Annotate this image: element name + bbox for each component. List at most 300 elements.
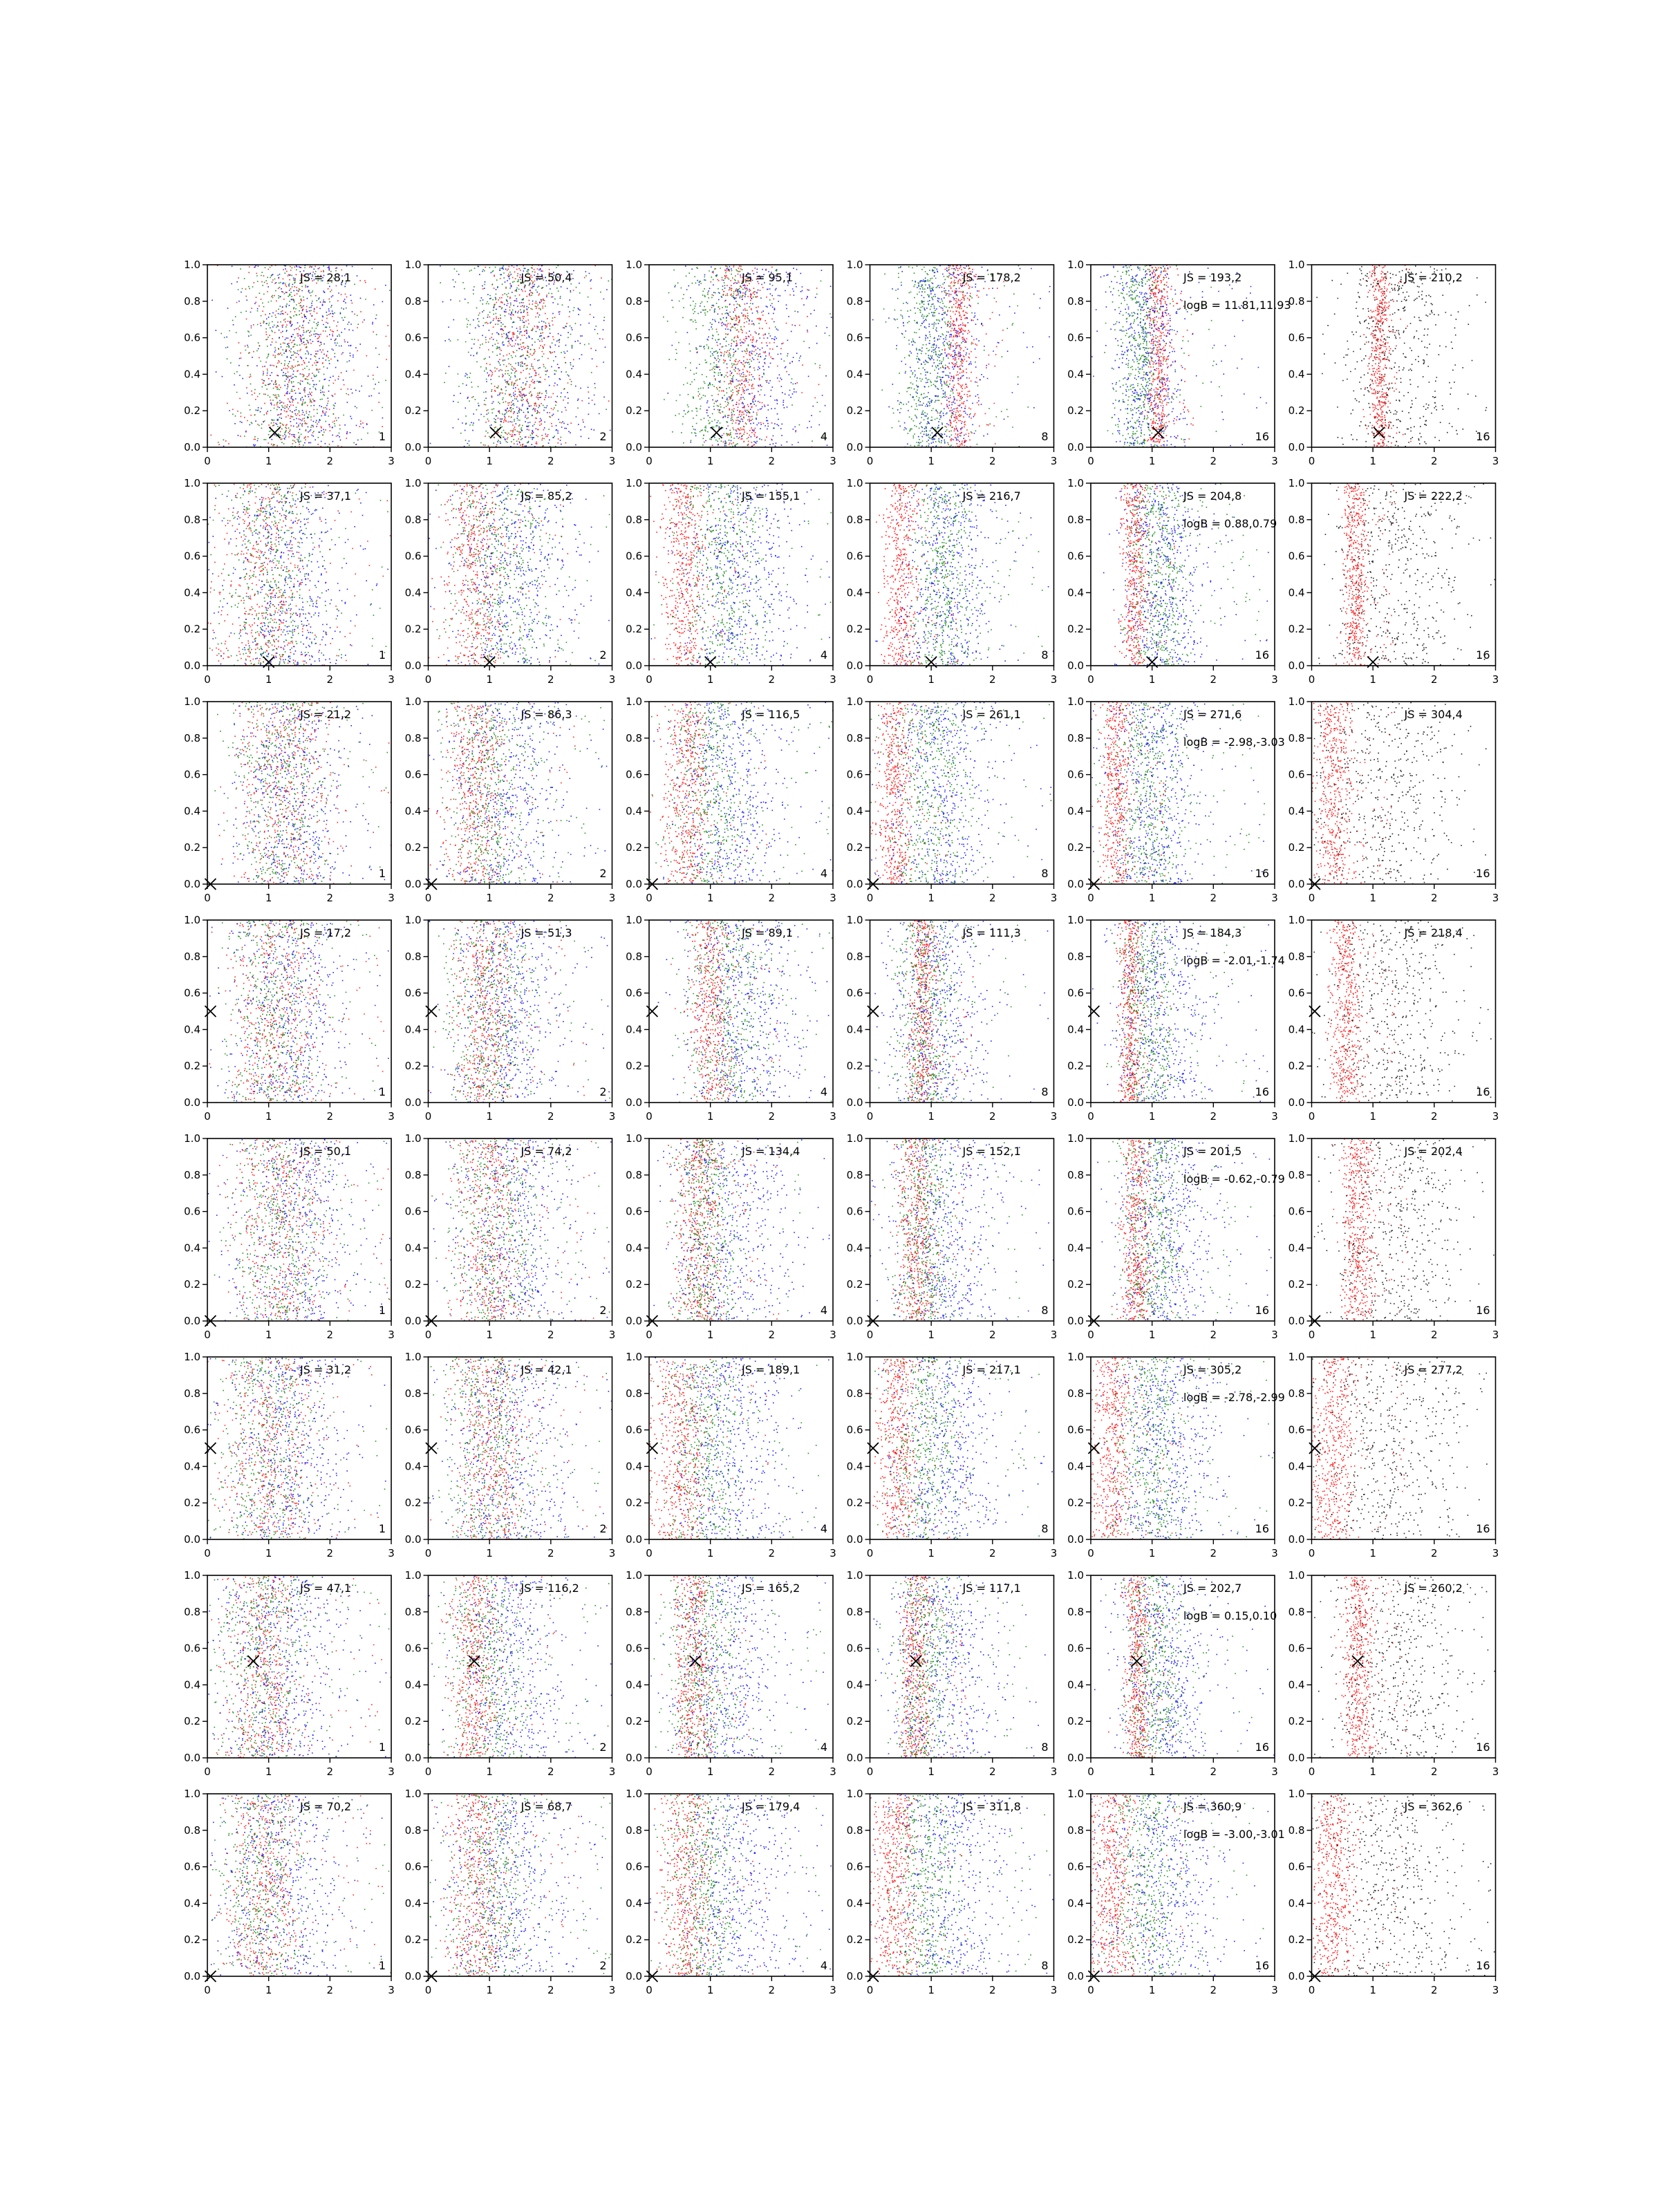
js-annotation: JS = 111,3 <box>962 926 1021 939</box>
y-tick-label: 0.8 <box>846 294 863 308</box>
axes-frame <box>1312 1138 1496 1321</box>
x-tick-label: 2 <box>1431 1984 1438 1996</box>
y-tick-label: 0.6 <box>626 768 642 781</box>
scatter-series-black <box>1304 702 1629 885</box>
scatter-series-green <box>218 265 467 449</box>
scatter-series-red <box>874 1138 973 1322</box>
y-tick-label: 0.2 <box>1288 404 1305 418</box>
y-tick-label: 1.0 <box>1067 1569 1084 1582</box>
x-tick-label: 2 <box>326 1329 334 1341</box>
scatter-series-blue <box>433 1138 711 1322</box>
x-tick-label: 0 <box>866 1547 874 1559</box>
scatter-series-green <box>875 1794 1047 1977</box>
y-tick-label: 0.6 <box>404 768 422 781</box>
x-tick-label: 0 <box>1087 455 1094 467</box>
true-value-marker <box>490 427 501 438</box>
x-tick-label: 0 <box>1308 1765 1315 1778</box>
subplot-r2-c6 <box>1288 477 1593 686</box>
y-tick-label: 0.8 <box>846 1387 863 1400</box>
y-tick-label: 0.4 <box>846 805 863 818</box>
y-tick-label: 1.0 <box>626 259 642 271</box>
sample-count-label: 16 <box>1476 1959 1490 1972</box>
x-tick-label: 3 <box>608 1329 616 1341</box>
x-tick-label: 3 <box>388 455 395 467</box>
x-tick-label: 2 <box>326 1765 334 1778</box>
y-tick-label: 0.4 <box>184 1241 200 1255</box>
x-tick-label: 3 <box>1050 1110 1058 1123</box>
x-tick-label: 3 <box>1050 1984 1058 1996</box>
y-tick-label: 0.6 <box>184 1205 200 1218</box>
x-tick-label: 3 <box>1271 892 1278 904</box>
y-tick-label: 0.2 <box>404 1060 422 1073</box>
y-tick-label: 0.0 <box>626 1970 642 1983</box>
scatter-series-green <box>878 1575 1027 1759</box>
scatter-series-black <box>1316 265 1600 447</box>
y-tick-label: 0.8 <box>404 513 422 526</box>
sample-count-label: 4 <box>820 648 827 662</box>
y-tick-label: 0.8 <box>184 1605 200 1618</box>
x-tick-label: 3 <box>608 1110 616 1123</box>
js-annotation: JS = 193,2 <box>1183 271 1242 284</box>
x-tick-label: 2 <box>547 1329 554 1341</box>
scatter-series-green <box>437 483 665 666</box>
y-tick-label: 1.0 <box>404 477 422 489</box>
js-annotation: JS = 28,1 <box>300 271 352 284</box>
js-annotation: JS = 360,9 <box>1183 1800 1242 1813</box>
y-tick-label: 0.8 <box>846 950 863 963</box>
y-tick-label: 0.4 <box>626 1678 642 1691</box>
y-tick-label: 0.2 <box>184 1497 200 1510</box>
sample-count-label: 16 <box>1476 1522 1490 1535</box>
x-tick-label: 3 <box>830 1765 836 1778</box>
x-tick-label: 1 <box>1369 1329 1376 1341</box>
subplot-r8-c1 <box>184 1788 482 1996</box>
y-tick-label: 1.0 <box>1288 1351 1305 1363</box>
y-tick-label: 0.4 <box>184 1460 200 1473</box>
x-tick-label: 3 <box>608 673 616 686</box>
scatter-series-red <box>1114 483 1175 666</box>
y-tick-label: 1.0 <box>404 914 422 926</box>
x-tick-label: 2 <box>989 673 996 686</box>
scatter-series-red <box>870 702 955 885</box>
axes-frame <box>1312 920 1496 1103</box>
axes-frame <box>1312 1575 1496 1758</box>
y-tick-label: 0.0 <box>184 1970 200 1983</box>
y-tick-label: 0.8 <box>1067 1168 1084 1181</box>
y-tick-label: 0.0 <box>184 659 200 672</box>
y-tick-label: 0.8 <box>184 1387 200 1400</box>
x-tick-label: 2 <box>547 1765 554 1778</box>
y-tick-label: 0.0 <box>846 878 863 890</box>
x-tick-label: 2 <box>326 1110 334 1123</box>
y-tick-label: 0.8 <box>184 950 200 963</box>
sample-count-label: 4 <box>820 1741 827 1754</box>
y-tick-label: 1.0 <box>404 695 422 708</box>
scatter-series-red <box>442 1138 605 1322</box>
y-tick-label: 0.0 <box>184 878 200 890</box>
scatter-series-red <box>937 265 1004 448</box>
x-tick-label: 3 <box>1492 1765 1499 1778</box>
x-tick-label: 0 <box>1308 1110 1315 1123</box>
subplot-r4-c3 <box>626 914 942 1123</box>
y-tick-label: 0.0 <box>1288 1315 1305 1327</box>
y-tick-label: 0.4 <box>846 586 863 599</box>
y-tick-label: 1.0 <box>1288 477 1305 489</box>
sample-count-label: 2 <box>599 867 607 880</box>
subplot-r4-c5 <box>1067 914 1315 1123</box>
sample-count-label: 16 <box>1255 867 1269 880</box>
y-tick-label: 0.8 <box>404 1168 422 1181</box>
scatter-series-red <box>471 265 642 448</box>
y-tick-label: 0.4 <box>184 1678 200 1691</box>
x-tick-label: 2 <box>768 1765 776 1778</box>
y-tick-label: 0.6 <box>1288 1642 1305 1655</box>
x-tick-label: 1 <box>265 892 272 904</box>
x-tick-label: 2 <box>768 1110 776 1123</box>
scatter-series-blue <box>208 1138 492 1322</box>
js-annotation: JS = 217,1 <box>962 1363 1021 1376</box>
sample-count-label: 2 <box>599 1304 607 1317</box>
y-tick-label: 1.0 <box>184 914 200 926</box>
y-tick-label: 0.4 <box>626 805 642 818</box>
y-tick-label: 0.6 <box>184 768 200 781</box>
scatter-series-green <box>431 1138 648 1322</box>
y-tick-label: 0.0 <box>1288 441 1305 453</box>
y-tick-label: 1.0 <box>846 477 863 489</box>
scatter-series-green <box>653 484 860 666</box>
x-tick-label: 0 <box>204 1329 211 1341</box>
scatter-series-red <box>210 1794 383 1977</box>
y-tick-label: 0.8 <box>626 1387 642 1400</box>
x-tick-label: 2 <box>1210 1329 1217 1341</box>
y-tick-label: 1.0 <box>404 1132 422 1145</box>
y-tick-label: 0.8 <box>1067 1387 1084 1400</box>
x-tick-label: 1 <box>928 1329 935 1341</box>
x-tick-label: 3 <box>1271 673 1278 686</box>
y-tick-label: 0.6 <box>1288 986 1305 1000</box>
x-tick-label: 1 <box>928 1765 935 1778</box>
x-tick-label: 0 <box>1087 1547 1094 1559</box>
y-tick-label: 1.0 <box>846 259 863 271</box>
x-tick-label: 1 <box>486 892 493 904</box>
js-annotation: JS = 17,2 <box>300 926 352 939</box>
y-tick-label: 1.0 <box>404 1351 422 1363</box>
x-tick-label: 2 <box>768 673 776 686</box>
js-annotation: JS = 116,5 <box>742 708 800 721</box>
subplot-r7-c1 <box>184 1569 481 1778</box>
x-tick-label: 0 <box>866 673 874 686</box>
scatter-series-green <box>1120 483 1260 666</box>
js-annotation: JS = 74,2 <box>521 1145 572 1158</box>
y-tick-label: 0.0 <box>1067 878 1084 890</box>
y-tick-label: 0.8 <box>1288 1605 1305 1618</box>
true-value-marker <box>646 1006 657 1017</box>
y-tick-label: 0.4 <box>1288 586 1305 599</box>
sample-count-label: 16 <box>1255 648 1269 662</box>
y-tick-label: 0.2 <box>846 841 863 854</box>
y-tick-label: 0.0 <box>846 441 863 453</box>
y-tick-label: 0.6 <box>846 550 863 563</box>
logb-annotation: logB = -2.98,-3.03 <box>1183 735 1285 749</box>
y-tick-label: 0.2 <box>1067 1715 1084 1728</box>
y-tick-label: 1.0 <box>1288 259 1305 271</box>
x-tick-label: 2 <box>326 1547 334 1559</box>
y-tick-label: 0.0 <box>846 1315 863 1327</box>
x-tick-label: 1 <box>1148 1329 1156 1341</box>
x-tick-label: 1 <box>706 673 714 686</box>
y-tick-label: 0.8 <box>626 950 642 963</box>
y-tick-label: 0.2 <box>846 1933 863 1947</box>
logb-annotation: logB = 0.15,0.10 <box>1183 1609 1277 1622</box>
x-tick-label: 3 <box>1050 1765 1058 1778</box>
x-tick-label: 1 <box>1148 673 1156 686</box>
js-annotation: JS = 95,1 <box>742 271 794 284</box>
js-annotation: JS = 277,2 <box>1404 1363 1463 1376</box>
js-annotation: JS = 202,7 <box>1183 1582 1242 1595</box>
js-annotation: JS = 202,4 <box>1404 1145 1463 1158</box>
x-tick-label: 0 <box>204 892 211 904</box>
y-tick-label: 0.0 <box>626 659 642 672</box>
x-tick-label: 0 <box>1308 673 1315 686</box>
sample-count-label: 16 <box>1255 1304 1269 1317</box>
scatter-series-green <box>429 1357 652 1540</box>
y-tick-label: 0.8 <box>184 513 200 526</box>
x-tick-label: 0 <box>1087 892 1094 904</box>
y-tick-label: 0.4 <box>1067 586 1084 599</box>
true-value-marker <box>426 1006 437 1017</box>
x-tick-label: 1 <box>486 455 493 467</box>
y-tick-label: 0.4 <box>184 586 200 599</box>
y-tick-label: 0.6 <box>1288 1205 1305 1218</box>
y-tick-label: 1.0 <box>404 1569 422 1582</box>
x-tick-label: 2 <box>326 1984 334 1996</box>
x-tick-label: 3 <box>608 892 616 904</box>
x-tick-label: 3 <box>830 1110 836 1123</box>
js-annotation: JS = 260,2 <box>1404 1582 1463 1595</box>
x-tick-label: 3 <box>388 892 395 904</box>
subplot-r4-c6 <box>1288 914 1615 1123</box>
x-tick-label: 2 <box>1431 673 1438 686</box>
x-tick-label: 3 <box>1271 1547 1278 1559</box>
y-tick-label: 0.2 <box>1288 1497 1305 1510</box>
true-value-marker <box>1374 427 1385 438</box>
true-value-marker <box>711 427 722 438</box>
js-annotation: JS = 210,2 <box>1404 271 1463 284</box>
y-tick-label: 0.2 <box>404 1715 422 1728</box>
y-tick-label: 0.0 <box>1288 1096 1305 1109</box>
y-tick-label: 0.0 <box>846 1752 863 1764</box>
subplot-r1-c1 <box>184 259 514 467</box>
axes-frame <box>870 1575 1054 1758</box>
y-tick-label: 0.2 <box>626 404 642 418</box>
scatter-series-blue <box>650 1794 936 1977</box>
x-tick-label: 1 <box>265 673 272 686</box>
y-tick-label: 0.6 <box>846 1423 863 1436</box>
x-tick-label: 3 <box>1492 455 1499 467</box>
y-tick-label: 0.4 <box>846 1460 863 1473</box>
scatter-series-red <box>667 1139 780 1322</box>
y-tick-label: 0.0 <box>626 1533 642 1546</box>
sample-count-label: 16 <box>1255 1959 1269 1972</box>
y-tick-label: 1.0 <box>1288 1788 1305 1800</box>
x-tick-label: 1 <box>1369 1765 1376 1778</box>
x-tick-label: 2 <box>1210 455 1217 467</box>
subplot-r7-c3 <box>626 1569 902 1778</box>
sample-count-label: 1 <box>378 1741 386 1754</box>
scatter-series-red <box>429 484 576 667</box>
x-tick-label: 0 <box>646 1110 653 1123</box>
y-tick-label: 0.0 <box>1288 1970 1305 1983</box>
y-tick-label: 1.0 <box>846 1132 863 1145</box>
y-tick-label: 1.0 <box>184 695 200 708</box>
x-tick-label: 2 <box>989 455 996 467</box>
y-tick-label: 0.2 <box>846 1060 863 1073</box>
x-tick-label: 2 <box>547 455 554 467</box>
true-value-marker <box>205 1443 216 1454</box>
y-tick-label: 0.8 <box>184 294 200 308</box>
y-tick-label: 1.0 <box>846 1569 863 1582</box>
subplot-r3-c1 <box>184 695 487 904</box>
y-tick-label: 0.0 <box>184 441 200 453</box>
subplot-r8-c3 <box>626 1788 936 1996</box>
x-tick-label: 3 <box>608 1765 616 1778</box>
y-tick-label: 1.0 <box>184 259 200 271</box>
y-tick-label: 0.4 <box>184 1897 200 1910</box>
y-tick-label: 0.6 <box>404 1423 422 1436</box>
y-tick-label: 0.8 <box>1067 1605 1084 1618</box>
y-tick-label: 0.4 <box>404 368 422 381</box>
y-tick-label: 0.4 <box>404 1897 422 1910</box>
x-tick-label: 1 <box>265 455 272 467</box>
x-tick-label: 0 <box>1087 1765 1094 1778</box>
x-tick-label: 2 <box>1431 892 1438 904</box>
x-tick-label: 2 <box>768 1329 776 1341</box>
y-tick-label: 0.0 <box>626 441 642 453</box>
scatter-series-blue <box>208 1577 481 1759</box>
y-tick-label: 0.4 <box>1288 1460 1305 1473</box>
sample-count-label: 8 <box>1041 1304 1049 1317</box>
y-tick-label: 0.2 <box>1067 1278 1084 1291</box>
true-value-marker <box>270 427 281 438</box>
subplot-r5-c2 <box>405 1132 712 1341</box>
scatter-series-red <box>661 1576 754 1759</box>
x-tick-label: 0 <box>646 1984 653 1996</box>
y-tick-label: 0.2 <box>1288 841 1305 854</box>
x-tick-label: 0 <box>204 673 211 686</box>
y-tick-label: 0.4 <box>184 368 200 381</box>
js-annotation: JS = 155,1 <box>742 489 800 503</box>
scatter-series-blue <box>872 265 1083 447</box>
x-tick-label: 3 <box>388 1984 395 1996</box>
y-tick-label: 0.0 <box>1067 441 1084 453</box>
y-tick-label: 0.8 <box>404 731 422 744</box>
scatter-series-red <box>430 1359 607 1540</box>
subplot-r8-c4 <box>847 1788 1149 1996</box>
subplot-r1-c3 <box>626 259 955 467</box>
scatter-series-red <box>650 702 767 885</box>
scatter-series-red <box>1142 265 1194 448</box>
y-tick-label: 1.0 <box>1288 914 1305 926</box>
scatter-series-blue <box>429 1357 707 1540</box>
true-value-marker <box>1309 1006 1320 1017</box>
x-tick-label: 0 <box>424 673 432 686</box>
y-tick-label: 0.4 <box>626 586 642 599</box>
x-tick-label: 3 <box>1271 1984 1278 1996</box>
y-tick-label: 0.6 <box>846 1860 863 1873</box>
x-tick-label: 2 <box>1210 892 1217 904</box>
axes-frame <box>429 702 612 884</box>
y-tick-label: 0.4 <box>1288 805 1305 818</box>
y-tick-label: 0.8 <box>626 1605 642 1618</box>
axes-frame <box>1312 1794 1496 1976</box>
y-tick-label: 1.0 <box>626 914 642 926</box>
js-annotation: JS = 85,2 <box>521 489 572 503</box>
x-tick-label: 2 <box>547 892 554 904</box>
x-tick-label: 2 <box>547 1547 554 1559</box>
axes-frame <box>1091 265 1275 447</box>
sample-count-label: 16 <box>1255 1085 1269 1098</box>
sample-count-label: 4 <box>820 1085 827 1098</box>
x-tick-label: 1 <box>1369 1547 1376 1559</box>
x-tick-label: 2 <box>1431 1765 1438 1778</box>
x-tick-label: 0 <box>866 1110 874 1123</box>
sample-count-label: 1 <box>378 648 386 662</box>
y-tick-label: 0.0 <box>1288 878 1305 890</box>
y-tick-label: 0.8 <box>1288 950 1305 963</box>
axes-frame <box>649 1794 833 1976</box>
scatter-series-green <box>890 484 1064 666</box>
x-tick-label: 1 <box>265 1984 272 1996</box>
scatter-series-blue <box>212 265 514 448</box>
scatter-series-green <box>1094 702 1265 885</box>
y-tick-label: 1.0 <box>184 1788 200 1800</box>
x-tick-label: 1 <box>928 1110 935 1123</box>
x-tick-label: 1 <box>928 1984 935 1996</box>
y-tick-label: 0.4 <box>1288 1678 1305 1691</box>
y-tick-label: 0.8 <box>404 1387 422 1400</box>
y-tick-label: 0.2 <box>1288 1278 1305 1291</box>
x-tick-label: 3 <box>1492 673 1499 686</box>
x-tick-label: 3 <box>388 1765 395 1778</box>
axes-frame <box>207 265 391 447</box>
sample-count-label: 2 <box>599 1959 607 1972</box>
scatter-series-green <box>429 1575 630 1759</box>
x-tick-label: 3 <box>1050 1547 1058 1559</box>
subplot-r4-c1 <box>184 914 489 1123</box>
js-annotation: JS = 218,4 <box>1404 926 1463 939</box>
js-annotation: JS = 68,7 <box>521 1800 572 1813</box>
y-tick-label: 0.6 <box>626 1205 642 1218</box>
y-tick-label: 1.0 <box>1288 695 1305 708</box>
y-tick-label: 0.0 <box>404 659 422 672</box>
y-tick-label: 1.0 <box>1067 1132 1084 1145</box>
y-tick-label: 1.0 <box>626 1351 642 1363</box>
scatter-series-green <box>209 1576 404 1759</box>
true-value-marker <box>1309 1443 1320 1454</box>
x-tick-label: 0 <box>866 892 874 904</box>
y-tick-label: 0.8 <box>1067 294 1084 308</box>
x-tick-label: 0 <box>646 455 653 467</box>
js-annotation: JS = 201,5 <box>1183 1145 1242 1158</box>
y-tick-label: 0.0 <box>184 1752 200 1764</box>
x-tick-label: 0 <box>1087 673 1094 686</box>
x-tick-label: 3 <box>1271 455 1278 467</box>
js-annotation: JS = 51,3 <box>521 926 572 939</box>
scatter-series-red <box>429 703 576 884</box>
x-tick-label: 2 <box>989 1984 996 1996</box>
subplot-r7-c5 <box>1067 1569 1324 1778</box>
scatter-series-red <box>1311 1357 1405 1540</box>
